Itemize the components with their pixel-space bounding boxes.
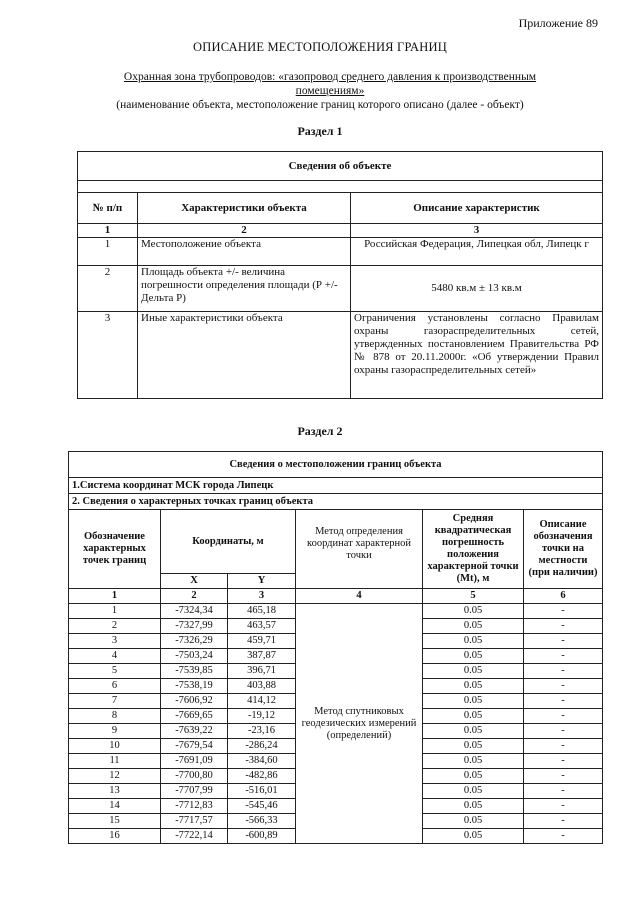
object-name-line-1: Охранная зона трубопроводов: «газопровод среднего давления к производственным [123, 71, 537, 83]
point-y: 414,12 [228, 694, 296, 709]
point-x: -7722,14 [161, 829, 228, 844]
col-number: 3 [228, 589, 296, 604]
col-number: 1 [78, 224, 138, 238]
point-y: 465,18 [228, 604, 296, 619]
table-row [78, 312, 603, 399]
header-method: Метод определения координат характерной точки [296, 510, 423, 589]
object-table-header-row [78, 193, 603, 224]
section-2-title: Раздел 2 [297, 424, 343, 438]
point-x: -7712,83 [161, 799, 228, 814]
boundary-points-table [68, 451, 603, 844]
col-number: 2 [138, 224, 351, 238]
appendix-label: Приложение 89 [518, 16, 598, 30]
row-name: Иные характеристики объекта [138, 312, 351, 399]
header-point: Обозначение характерных точек границ [69, 510, 161, 589]
point-number: 15 [69, 814, 161, 829]
point-accuracy: 0.05 [423, 604, 524, 619]
points-header-row [69, 510, 603, 574]
point-y: 396,71 [228, 664, 296, 679]
object-table-title-row [78, 152, 603, 181]
point-description: - [524, 634, 603, 649]
point-number: 8 [69, 709, 161, 724]
point-description: - [524, 814, 603, 829]
point-accuracy: 0.05 [423, 814, 524, 829]
point-x: -7503,24 [161, 649, 228, 664]
point-number: 13 [69, 784, 161, 799]
row-desc: Российская Федерация, Липецкая обл, Липецк г [351, 238, 603, 266]
point-y: -286,24 [228, 739, 296, 754]
coord-system-row [69, 478, 603, 494]
point-x: -7700,80 [161, 769, 228, 784]
row-desc: Ограничения установлены согласно Правилам охраны газораспределительных сетей, утвержденных постановлением Правительства РФ № 878 от 20.11.2000г. «Об утверждении Правил охраны газораспределительных сетей» [351, 312, 603, 399]
header-characteristic: Характеристики объекта [138, 193, 351, 224]
boundary-table-title: Сведения о местоположении границ объекта [69, 452, 603, 478]
point-number: 14 [69, 799, 161, 814]
point-accuracy: 0.05 [423, 664, 524, 679]
point-description: - [524, 724, 603, 739]
col-number: 2 [161, 589, 228, 604]
method-cell: Метод спутниковых геодезических измерений (определений) [296, 604, 423, 844]
point-accuracy: 0.05 [423, 829, 524, 844]
point-y: 403,88 [228, 679, 296, 694]
point-y: -482,86 [228, 769, 296, 784]
point-x: -7639,22 [161, 724, 228, 739]
point-y: -566,33 [228, 814, 296, 829]
point-y: 463,57 [228, 619, 296, 634]
header-x: X [161, 574, 228, 589]
point-description: - [524, 784, 603, 799]
object-name-line-2: помещениям» [295, 85, 365, 97]
column-numbers-row [78, 224, 603, 238]
point-x: -7327,99 [161, 619, 228, 634]
point-accuracy: 0.05 [423, 769, 524, 784]
point-y: -545,46 [228, 799, 296, 814]
point-x: -7326,29 [161, 634, 228, 649]
col-number: 4 [296, 589, 423, 604]
point-x: -7606,92 [161, 694, 228, 709]
object-info-table [77, 151, 603, 399]
table-row [69, 604, 603, 619]
point-x: -7707,99 [161, 784, 228, 799]
point-description: - [524, 664, 603, 679]
point-number: 7 [69, 694, 161, 709]
point-accuracy: 0.05 [423, 679, 524, 694]
point-x: -7324,34 [161, 604, 228, 619]
point-number: 6 [69, 679, 161, 694]
object-note: (наименование объекта, местоположение границ которого описано (далее - объект) [116, 99, 524, 111]
row-num: 3 [78, 312, 138, 399]
point-description: - [524, 769, 603, 784]
coord-system: 1.Система координат МСК города Липецк [69, 478, 603, 494]
row-desc: 5480 кв.м ± 13 кв.м [351, 266, 603, 312]
header-accuracy: Средняя квадратическая погрешность положения характерной точки (Mt), м [423, 510, 524, 589]
row-name: Местоположение объекта [138, 238, 351, 266]
point-number: 2 [69, 619, 161, 634]
point-number: 1 [69, 604, 161, 619]
point-description: - [524, 799, 603, 814]
point-y: -23,16 [228, 724, 296, 739]
point-number: 11 [69, 754, 161, 769]
table-row [78, 266, 603, 312]
point-x: -7539,85 [161, 664, 228, 679]
header-y: Y [228, 574, 296, 589]
point-description: - [524, 694, 603, 709]
header-description: Описание обозначения точки на местности (при наличии) [524, 510, 603, 589]
point-accuracy: 0.05 [423, 724, 524, 739]
point-description: - [524, 619, 603, 634]
col-number: 6 [524, 589, 603, 604]
point-accuracy: 0.05 [423, 634, 524, 649]
point-x: -7538,19 [161, 679, 228, 694]
point-description: - [524, 709, 603, 724]
point-number: 16 [69, 829, 161, 844]
point-number: 9 [69, 724, 161, 739]
point-description: - [524, 604, 603, 619]
point-number: 5 [69, 664, 161, 679]
point-description: - [524, 739, 603, 754]
point-y: 459,71 [228, 634, 296, 649]
point-description: - [524, 754, 603, 769]
point-y: -516,01 [228, 784, 296, 799]
point-accuracy: 0.05 [423, 709, 524, 724]
point-y: 387,87 [228, 649, 296, 664]
point-x: -7691,09 [161, 754, 228, 769]
point-number: 4 [69, 649, 161, 664]
point-accuracy: 0.05 [423, 784, 524, 799]
document-title: ОПИСАНИЕ МЕСТОПОЛОЖЕНИЯ ГРАНИЦ [193, 40, 447, 54]
object-table-title: Сведения об объекте [78, 152, 603, 181]
spacer-cell [78, 181, 603, 193]
point-x: -7717,57 [161, 814, 228, 829]
point-description: - [524, 829, 603, 844]
point-accuracy: 0.05 [423, 649, 524, 664]
col-number: 5 [423, 589, 524, 604]
object-name [60, 70, 600, 98]
point-description: - [524, 649, 603, 664]
point-accuracy: 0.05 [423, 799, 524, 814]
header-coords: Координаты, м [161, 510, 296, 574]
column-numbers-row [69, 589, 603, 604]
section-1-title: Раздел 1 [297, 124, 343, 138]
point-y: -600,89 [228, 829, 296, 844]
point-x: -7679,54 [161, 739, 228, 754]
table-row [78, 238, 603, 266]
point-accuracy: 0.05 [423, 739, 524, 754]
row-num: 2 [78, 266, 138, 312]
col-number: 1 [69, 589, 161, 604]
header-description: Описание характеристик [351, 193, 603, 224]
col-number: 3 [351, 224, 603, 238]
point-accuracy: 0.05 [423, 694, 524, 709]
header-num: № п/п [78, 193, 138, 224]
points-title-row [69, 494, 603, 510]
point-description: - [524, 679, 603, 694]
spacer-row [78, 181, 603, 193]
point-accuracy: 0.05 [423, 754, 524, 769]
point-number: 12 [69, 769, 161, 784]
row-name: Площадь объекта +/- величина погрешности определения площади (Р +/- Дельта Р) [138, 266, 351, 312]
point-x: -7669,65 [161, 709, 228, 724]
boundary-table-title-row [69, 452, 603, 478]
point-y: -19,12 [228, 709, 296, 724]
point-y: -384,60 [228, 754, 296, 769]
points-title: 2. Сведения о характерных точках границ объекта [69, 494, 603, 510]
point-accuracy: 0.05 [423, 619, 524, 634]
point-number: 10 [69, 739, 161, 754]
point-number: 3 [69, 634, 161, 649]
row-num: 1 [78, 238, 138, 266]
points-body [69, 604, 603, 844]
